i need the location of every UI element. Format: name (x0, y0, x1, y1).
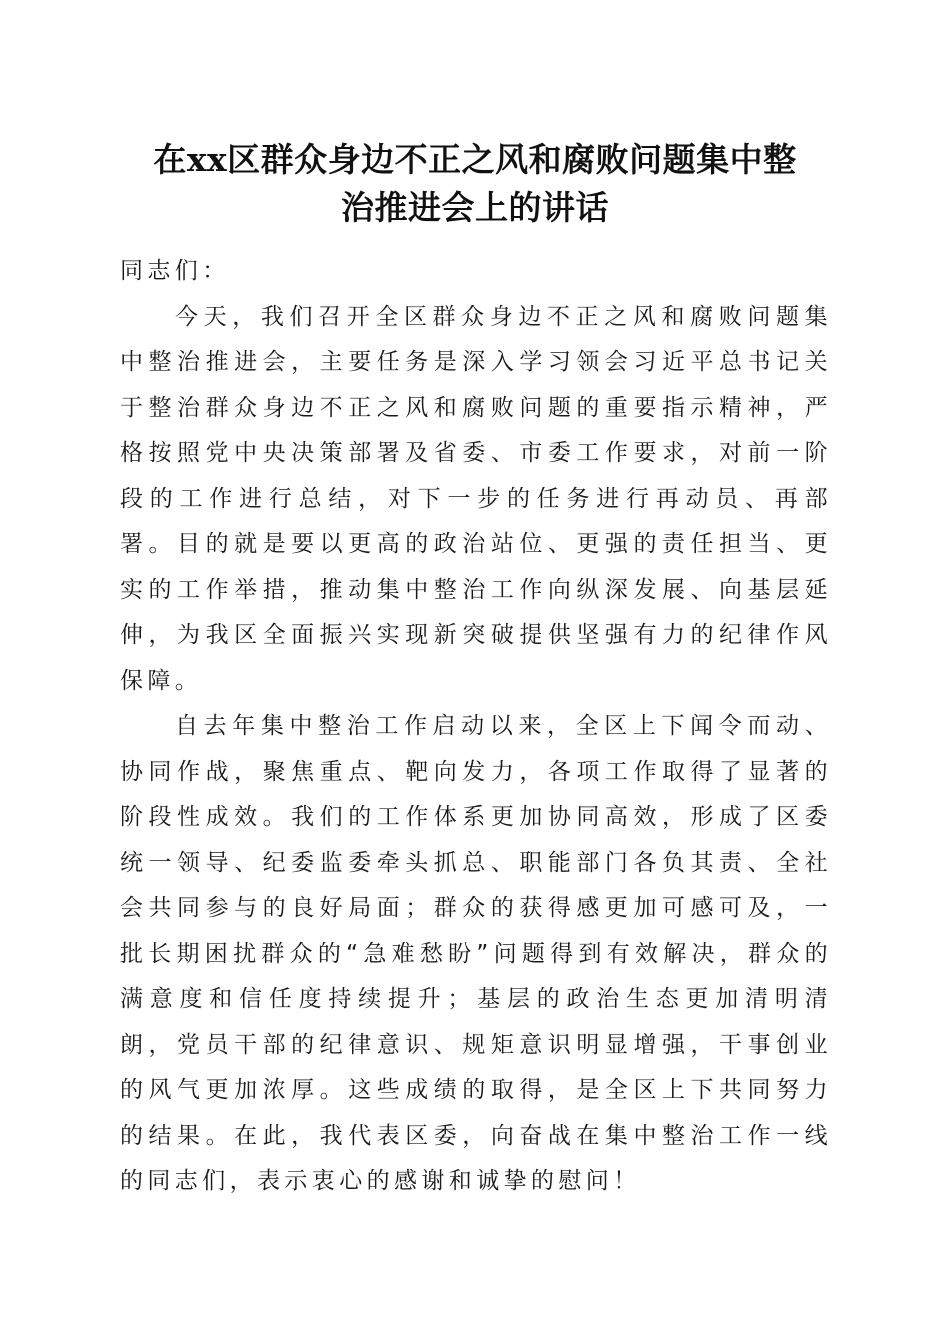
document-title (100, 136, 850, 232)
body-paragraph-1: 今天，我们召开全区群众身边不正之风和腐败问题集中整治推进会，主要任务是深入学习领会习近平总书记关于整治群众身边不正之风和腐败问题的重要指示精神，严格按照党中央决策部署及省委、市委工作要求，对前一阶段的工作进行总结，对下一步的任务进行再动员、再部署。目的就是要以更高的政治站位、更强的责任担当、更实的工作举措，推动集中整治工作向纵深发展、向基层延伸，为我区全面振兴实现新突破提供坚强有力的纪律作风保障。 (120, 303, 832, 694)
body-paragraph-2: 自去年集中整治工作启动以来，全区上下闻令而动、协同作战，聚焦重点、靶向发力，各项工作取得了显著的阶段性成效。我们的工作体系更加协同高效，形成了区委统一领导、纪委监委牵头抓总、职能部门各负其责、全社会共同参与的良好局面；群众的获得感更加可感可及，一批长期困扰群众的“急难愁盼”问题得到有效解决，群众的满意度和信任度持续提升；基层的政治生态更加清明清朗，党员干部的纪律意识、规矩意识明显增强，干事创业的风气更加浓厚。这些成绩的取得，是全区上下共同努力的结果。在此，我代表区委，向奋战在集中整治工作一线的同志们，表示衷心的感谢和诚挚的慰问！ (120, 713, 832, 1194)
salutation: 同志们： (120, 258, 230, 284)
document-title-line-2: 治推进会上的讲话 (341, 188, 609, 227)
document-body (120, 249, 832, 1205)
document-title-line-1: 在xx区群众身边不正之风和腐败问题集中整 (153, 140, 797, 179)
